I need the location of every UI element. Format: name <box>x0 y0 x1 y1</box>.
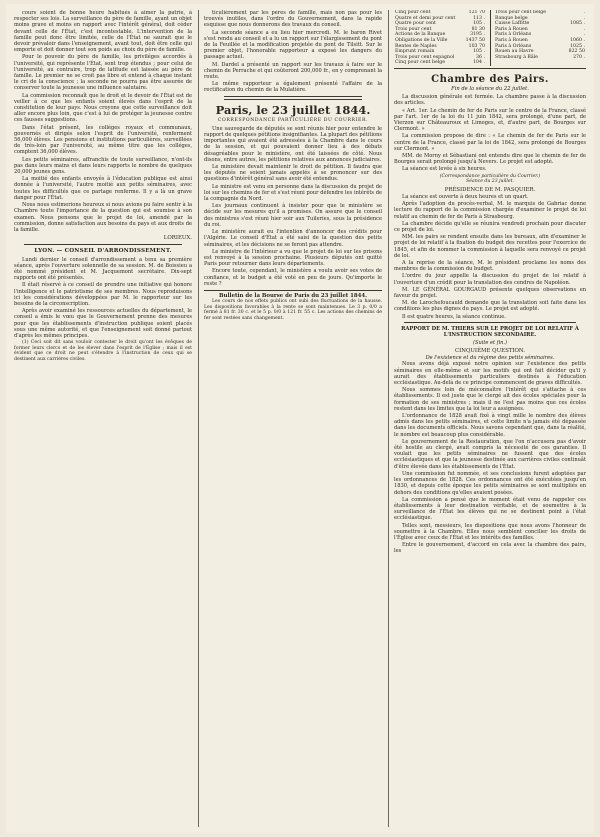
chamber-body <box>394 94 586 172</box>
rentes-value: . <box>583 32 585 38</box>
column-3 <box>394 10 586 827</box>
report-body <box>394 361 586 554</box>
presidency-heading: PRÉSIDENCE DE M. PASQUIER. <box>444 186 536 193</box>
divider <box>24 244 182 245</box>
rentes-label: Paris à Orléans <box>495 43 532 49</box>
correspondence-note: (Correspondance particulière du Courrier.) <box>439 173 541 179</box>
rentes-value: 105 . <box>473 21 485 27</box>
rentes-value: 103 70 <box>468 43 485 49</box>
paragraph: cours soient de bonne heure habitués à aimer la patrie, à respecter ses lois. La surveillance du père de famille, ayant un objet moins grave et moins en rapport avec l'intérêt général, doit céder devant celle de l'État, c'est incontestable. L'intervention de la famille peut donc être limitée, celle de l'État ne saurait que le devoir prévaloir dans l'enseignement, avant tout, doit être celle qui emporte et doit donner tout son poids au choix du père de famille. <box>14 10 192 54</box>
rentes-label: Trois pour cent <box>395 26 432 32</box>
paris-body <box>204 126 382 287</box>
bulletin-text: Les cours de nos effets publics ont subi des fluctuations de la hausse. Les dispositions favorables à la rente se sont maintenues. Le 3 p. 0/0 a fermé à 81 fr. 30 c. et le 5 p. 0/0 à 121 fr. 55 c. Les actions des chemins de fer sont restées sans changement. <box>204 299 382 321</box>
paragraph: Une sauvegarde de députés se sont réunis hier pour entendre le rapport de quelques pétitions insignifiantes. La plupart des pétitions importantes qui avaient été adressées à la Chambre dans le cours de la session, et qui pouvaient donner lieu à des débats désagréables pour le ministère, ont été laissées de côté. Nous disons, entre autres, les pétitions relatives aux annonces judiciaires. <box>204 125 382 163</box>
paragraph: Le ministère devait maintenir le droit de pétition. Il faudra que les députés ne soient jamais appelés à se prononcer sur des questions d'intérêt général sans avoir été entendus. <box>204 164 382 183</box>
rentes-value: . <box>583 10 585 15</box>
rentes-label: Rouen au Havre <box>495 49 534 55</box>
paragraph: La commission a pensé que le moment était venu de rappeler ces établissements à leur destination véritable, et de soumettre à la surveillance de l'État les élèves qui ne se destinent point à l'état ecclésiastique. <box>394 496 586 522</box>
paris-dateline: Paris, le 23 juillet 1844. <box>215 102 371 117</box>
report-subtitle: (Suite et fin.) <box>472 339 508 346</box>
rentes-label: Paris à Rouen <box>495 26 528 32</box>
paragraph: L'ordonnance de 1828 avait fixé à vingt mille le nombre des élèves admis dans les petits séminaires, et cette limite n'a jamais été dépassée dans les documents officiels. Nous savons cependant que, dans la réalité, le nombre est beaucoup plus considérable. <box>394 413 586 438</box>
rentes-row <box>494 55 586 61</box>
rentes-value: . <box>583 26 585 32</box>
paragraph: M. LE GÉNÉRAL GOURGAUD présente quelques observations en faveur du projet. <box>394 286 586 300</box>
paragraph: Une commission fut nommée, et ses conclusions furent adoptées par les ordonnances de 1828. Ces ordonnances ont été exécutées jusqu'en 1830, et depuis cette époque les petits séminaires se sont multipliés en dehors des conditions qu'elles avaient posées. <box>394 470 586 496</box>
paragraph: Après avoir examiné les ressources actuelles du département, le conseil a émis le vœu que le Gouvernement prenne des mesures pour que les établissements d'instruction publique soient placés sous une même autorité, et que l'enseignement soit donné partout d'après les mêmes principes. <box>14 308 192 339</box>
paragraph: M. Dardel a présenté un rapport sur les travaux à faire sur le chemin de Perrache et qui coûteront 200,000 fr., en y comprenant la route. <box>204 61 382 81</box>
chamber-subtitle: Fin de la séance du 22 juillet. <box>451 85 529 92</box>
rentes-label: Obligations de la Ville <box>395 37 448 43</box>
chapter-subtitle: De l'existence et du régime des petits séminaires. <box>425 355 555 362</box>
rentes-label: Paris à Orléans <box>495 32 532 38</box>
rentes-row <box>394 38 486 44</box>
paragraph: Nous nous estimerions heureux si nous avions pu faire sentir à la Chambre toute l'importance de la question qui est soumise à son examen. Nous pensons que le projet de loi, amendé par la commission, donne satisfaction aux besoins du pays et aux droits de la famille. <box>14 202 192 233</box>
rentes-table-left <box>394 10 486 66</box>
paragraph: Il était réservé à ce conseil de prendre une initiative qui honore l'intelligence et le patriotisme de ses membres. Nous reproduisons ici les considérations développées par M. le rapporteur sur les besoins de la circonscription. <box>14 282 192 307</box>
rentes-value: 3195 . <box>470 32 485 38</box>
rentes-label: Rentes de Naples <box>395 43 437 49</box>
section-heading: LYON. — CONSEIL D'ARRONDISSEMENT. <box>34 248 172 255</box>
rentes-value: . <box>583 15 585 21</box>
rentes-value: 36 . <box>476 54 485 60</box>
paragraph: A la reprise de la séance, M. le président proclame les noms des membres de la commission du budget. <box>394 260 586 273</box>
paragraph: La seconde séance a eu lieu hier mercredi. M. le baron Rivet s'est rendu au conseil et a lu un rapport sur l'élargissement du pont de la Feuillée et la modification projetée du pont de Tilsitt. Sur le premier objet, l'honorable rapporteur a exposé les dangers du passage actuel. <box>204 29 382 61</box>
paragraph: Les petits séminaires, affranchis de toute surveillance, n'ont-ils pas dans leurs mains et dans leurs rapports le nombre de quelques 20,000 jeunes gens. <box>14 156 192 176</box>
paragraph: Telles sont, messieurs, les dispositions que nous avons l'honneur de soumettre à la Chambre. Elles nous semblent concilier les droits de l'Église avec ceux de l'État et les intérêts des familles. <box>394 522 586 541</box>
rentes-value: 121 70 <box>468 10 485 15</box>
rentes-label: Cinq pour cent belge <box>395 60 446 66</box>
paragraph: La moitié des enfants envoyés à l'éducation publique est ainsi donnée à l'université, l'autre moitié aux petits séminaires, avec toutes les difficultés que ce partage renferme. Il y a là un grave danger pour l'État. <box>14 176 192 201</box>
footnote: (1) Ceci soit dit sans vouloir contester le droit qu'ont les évêques de former leurs clercs et de les élever dans l'esprit de l'Église ; mais il est évident que ce droit ne peut s'étendre à l'instruction de ceux qui se destinent aux carrières civiles. <box>14 340 192 362</box>
bourse-bulletin <box>204 290 382 322</box>
divider <box>404 322 576 323</box>
paragraph: Lundi dernier le conseil d'arrondissement a tenu sa première séance, après l'ouverture solennelle de sa session. M. de Boissieu a été nommé président et M. Jacquemont secrétaire. Dix-sept rapports ont été présentés. <box>14 256 192 282</box>
rentes-value: 81 30 <box>471 26 485 32</box>
rentes-label: Strasbourg à Bâle <box>495 54 538 60</box>
report-heading: RAPPORT DE M. THIERS SUR LE PROJET DE LOI RELATIF À L'INSTRUCTION SECONDAIRE. <box>401 325 579 338</box>
paragraph: MM. de Morny et Sébastiani ont entendu dire que le chemin de fer de Bourges serait prolongé jusqu'à Nevers. Le projet est adopté. <box>394 152 586 166</box>
rentes-value: 1060 . <box>570 37 585 43</box>
bulletin-title: Bulletin de la Bourse de Paris du 23 juillet 1844. <box>219 292 367 299</box>
rentes-label: Quatre pour cent <box>395 21 436 27</box>
paragraph: L'ordre du jour appelle la discussion du projet de loi relatif à l'ouverture d'un crédit pour la translation des cendres de Napoléon. <box>394 273 586 286</box>
rentes-value: 1085 . <box>570 21 585 27</box>
paragraph: La chambre décide qu'elle se réunira vendredi prochain pour discuter ce projet de loi. <box>394 220 586 233</box>
rentes-label: Caisse Laffitte <box>495 21 530 27</box>
paragraph: La commission reconnaît que le droit et le devoir de l'État est de veiller à ce que les enfants soient élevés dans l'esprit de la constitution de leur pays. Nous croyons que cette surveillance doit aller encore plus loin, que c'est à lui de protéger la jeunesse contre ces fausses suggestions. <box>14 92 192 124</box>
paragraph: Le ministre de l'intérieur a vu que le projet de loi sur les prisons est renvoyé à la session prochaine. Plusieurs députés ont quitté Paris pour retourner dans leurs départements. <box>204 248 382 268</box>
paragraph: Le ministre est venu en personne dans la discussion du projet de loi sur les chemins de fer et s'est réuni pour défendre les intérêts de la compagnie du Nord. <box>204 183 382 203</box>
column-1-body <box>14 10 192 233</box>
rentes-label: Cinq pour cent <box>395 10 431 15</box>
paragraph: M. de Larochefoucauld demande que la translation soit faite dans les conditions les plus dignes du pays. Le projet est adopté. <box>394 300 586 313</box>
paragraph: Encore toute, cependant, le ministère a voulu avoir ses votes de confiance, et le budget a été voté en peu de jours. Qu'importe le reste ? <box>204 268 382 287</box>
paragraph: Le même rapporteur a également présenté l'affaire de la rectification du chemin de la Mulatière. <box>204 81 382 94</box>
paragraph: Dans l'état présent, les colléges royaux et communaux, gouvernés et dirigés selon l'esprit de l'université, renferment 56,000 élèves. Les pensions et institutions particulières, surveillées de très-loin par l'université, au même titre que les colléges, comptent 36,000 élèves. <box>14 124 192 156</box>
chamber-title: Chambre des Pairs. <box>431 73 549 85</box>
rentes-label: Emprunt romain <box>395 49 435 55</box>
rentes-label: Trois pour cent espagnol <box>395 54 455 60</box>
paragraph: Le gouvernement de la Restauration, que l'on n'accusera pas d'avoir été hostile au clergé, avait compris la nécessité de ces garanties. Il voulait que les petits séminaires ne fussent que des écoles ecclésiastiques et que la jeunesse destinée aux carrières civiles continuât d'être élevée dans les établissements de l'État. <box>394 438 586 470</box>
paragraph: Pour le pouvoir du père de famille, les priviléges accordés à l'université, qui représente l'État, sont trop étendus ; pour celui de l'université, au contraire, trop de latitude est laissée au père de famille. Le premier ne se croit pas libre et entend à chaque instant le cri de la conscience ; la seconde ne pourra pas être assurée de conserver toute la jeunesse une influence salutaire. <box>14 54 192 92</box>
paragraph: Les journaux continuent à insister pour que le ministère se décide sur les mesures qu'il a promises. On assure que le conseil des ministres s'est réuni hier soir aux Tuileries, sous la présidence du roi. <box>204 203 382 228</box>
rentes-label: Actions de la Banque <box>395 32 446 38</box>
rentes-value: 270 . <box>573 54 585 60</box>
session-body <box>394 194 586 320</box>
paragraph: ticulièrement par les pères de famille, mais non pas pour les trouvés inutiles, dans l'ordre du Gouvernement, dans la rapide esquisse que nous donnerons des travaux du conseil. <box>204 10 382 29</box>
column-rule <box>388 10 389 827</box>
column-2 <box>204 10 382 827</box>
author-signature: LORIEUX. <box>163 235 192 242</box>
paragraph: MM. les pairs se rendent ensuite dans les bureaux, afin d'examiner le projet de loi relatif à la fixation du budget des recettes pour l'exercice de 1845, et afin de nommer la commission à laquelle sera renvoyé ce projet de loi. <box>394 234 586 259</box>
paragraph: Le ministère aurait eu l'intention d'annoncer des crédits pour l'Algérie. Le conseil d'État a été saisi de la question des petits séminaires, et les décisions ne se feront pas attendre. <box>204 229 382 248</box>
rentes-value: 113 . <box>473 15 485 21</box>
rentes-value: 1437 50 <box>465 37 485 43</box>
rentes-table <box>394 10 586 69</box>
correspondence-subline: CORRESPONDANCE PARTICULIÈRE DU COURRIER. <box>217 117 369 123</box>
paragraph: La séance est ouverte à deux heures et un quart. <box>402 193 529 200</box>
paragraph: « Art. 1er. Le chemin de fer de Paris sur le centre de la France, classé par l'art. 1er de la loi du 11 juin 1842, sera prolongé, d'une part, de Vierzon sur Châteauroux et Limoges, et, d'autre part, de Bourges sur Clermont. » <box>394 107 586 133</box>
paragraph: Nous avons déjà exposé notre opinion sur l'existence des petits séminaires en elle-même et sur les motifs qui ont fait décider qu'il y aurait des établissements particuliers destinés à l'éducation ecclésiastique. Au-delà de ce principe commencent de graves difficultés. <box>394 361 586 387</box>
rentes-value: 822 50 <box>568 49 585 55</box>
paragraph: La commission propose de dire : « Le chemin de fer de Paris sur le centre de la France, classé par la loi de 1842, sera prolongé de Bourges sur Clermont. » <box>394 133 586 152</box>
paragraph: Entre le gouvernement, d'accord en cela avec la chambre des pairs, les <box>394 542 586 555</box>
paragraph: Il est quatre heures, la séance continue. <box>402 313 506 320</box>
column-rule <box>198 10 199 827</box>
rentes-value: 104 . <box>473 60 485 66</box>
column-2-body <box>204 10 382 94</box>
paragraph: Nous sommes loin de méconnaître l'intérêt qui s'attache à ces établissements. Il est juste que le clergé ait des écoles spéciales pour la formation de ses ministres ; mais il ne l'est pas moins que ces écoles restent dans les limites que la loi leur a assignées. <box>394 387 586 412</box>
divider <box>224 96 362 100</box>
rentes-label: Banque belge <box>495 15 528 21</box>
session-date: Séance du 23 juillet. <box>466 179 514 185</box>
rentes-value: 105 . <box>473 49 485 55</box>
paragraph: Après l'adoption du procès-verbal, M. le marquis de Gabriac donne lecture du rapport de la commission chargée d'examiner le projet de loi relatif au chemin de fer de Paris à Strasbourg. <box>394 201 586 220</box>
paragraph: La séance est levée à six heures. <box>402 166 487 173</box>
rentes-row <box>394 60 486 66</box>
paragraph: La discussion générale est fermée. La chambre passe à la discussion des articles. <box>394 94 586 107</box>
rentes-label: Trois pour cent belge <box>495 10 546 15</box>
chapter-heading: CINQUIÈME QUESTION. <box>455 348 525 355</box>
rentes-label: Quatre et demi pour cent <box>395 15 456 21</box>
column-1 <box>14 10 192 827</box>
rentes-value: 1025 . <box>570 43 585 49</box>
rentes-label: Paris à Rouen <box>495 37 528 43</box>
section-body <box>14 257 192 340</box>
newspaper-page <box>6 4 594 833</box>
rentes-table-right <box>494 10 586 60</box>
